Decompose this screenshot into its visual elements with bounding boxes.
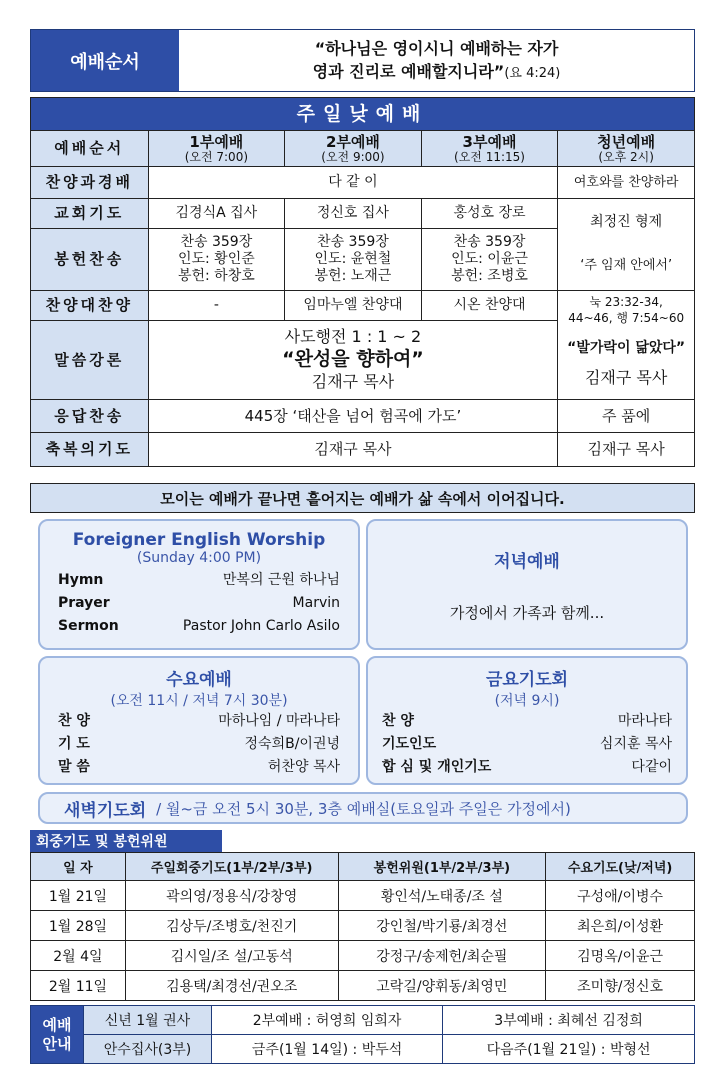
table-row: 2월 11일 김용택/최경선/권오조 고락길/양휘동/최영민 조미향/정신호 xyxy=(31,971,695,1001)
sermon-label: 말씀강론 xyxy=(31,321,149,400)
dawn-title: 새벽기도회 xyxy=(64,800,147,821)
prayer-label: 교회기도 xyxy=(31,199,149,229)
table-row: 1월 28일 김상두/조병호/천진기 강인철/박기룡/최경선 최은희/이성환 xyxy=(31,911,695,941)
offering-1: 찬송 359장 인도: 황인준 봉헌: 하창호 xyxy=(148,229,285,291)
service-2-header: 2부예배 (오전 9:00) xyxy=(285,131,422,167)
friday-prayer-box xyxy=(366,656,688,785)
response-label: 응답찬송 xyxy=(31,400,149,433)
service-1-header: 1부예배 (오전 7:00) xyxy=(148,131,285,167)
wednesday-row: 말 씀 허찬양 목사 xyxy=(58,759,340,775)
wednesday-row: 찬 양 마하나임 / 마라나타 xyxy=(58,713,340,729)
guide-row1-b: 3부예배 : 최혜선 김정희 xyxy=(443,1006,695,1035)
foreigner-row: Hymn 만복의 근원 하나님 xyxy=(58,572,340,588)
quote-reference: (요 4:24) xyxy=(504,65,561,81)
choir-3: 시온 찬양대 xyxy=(421,291,558,321)
response-main: 445장 ‘태산을 넘어 험곡에 가도’ xyxy=(148,400,558,433)
wednesday-row: 기 도 정숙희B/이권녕 xyxy=(58,736,340,752)
wednesday-time: (오전 11시 / 저녁 7시 30분) xyxy=(110,693,288,709)
benediction-main: 김재구 목사 xyxy=(148,433,558,467)
quote-line-1: “하나님은 영이시니 예배하는 자가 xyxy=(314,38,559,58)
foreigner-time: (Sunday 4:00 PM) xyxy=(136,550,262,566)
foreigner-row: Prayer Marvin xyxy=(58,595,340,611)
table-row: 1월 21일 곽의영/정용식/강창영 황인석/노태종/조 설 구성애/이병수 xyxy=(31,881,695,911)
guide-row2-b: 다음주(1월 21일) : 박형선 xyxy=(443,1035,695,1064)
table-header-row: 일 자 주일회중기도(1부/2부/3부) 봉헌위원(1부/2부/3부) 수요기도(낮/저녁) xyxy=(31,853,695,881)
table-row: 2월 4일 김시일/조 설/고동석 강정구/송제헌/최순필 김명옥/이윤근 xyxy=(31,941,695,971)
praise-label: 찬양과경배 xyxy=(31,167,149,199)
choir-2: 임마누엘 찬양대 xyxy=(285,291,422,321)
offering-3: 찬송 359장 인도: 이윤근 봉헌: 조병호 xyxy=(421,229,558,291)
worship-guide-table xyxy=(30,1005,695,1064)
offering-label: 봉헌찬송 xyxy=(31,229,149,291)
worship-banner: 모이는 예배가 끝나면 흩어지는 예배가 삶 속에서 이어집니다. xyxy=(30,483,695,513)
friday-row: 찬 양 마라나타 xyxy=(382,713,672,729)
choir-label: 찬양대찬양 xyxy=(31,291,149,321)
prayer-3: 홍성호 장로 xyxy=(421,199,558,229)
header-label: 예배순서 xyxy=(31,30,179,91)
friday-time: (저녁 9시) xyxy=(494,693,560,709)
worship-header xyxy=(30,29,695,92)
service-3-header: 3부예배 (오전 11:15) xyxy=(421,131,558,167)
evening-title: 저녁예배 xyxy=(494,552,560,572)
foreigner-title: Foreigner English Worship xyxy=(72,530,326,550)
order-header: 예배순서 xyxy=(31,131,149,167)
wednesday-title: 수요예배 xyxy=(166,670,232,690)
sunday-worship-table xyxy=(30,97,695,467)
prayer-table xyxy=(30,852,695,1001)
evening-text: 가정에서 가족과 함께... xyxy=(449,604,605,622)
header-quote xyxy=(179,30,694,91)
friday-title: 금요기도회 xyxy=(485,670,569,690)
benediction-youth: 김재구 목사 xyxy=(558,433,695,467)
guide-label: 예배 안내 xyxy=(31,1006,84,1064)
friday-row: 합 심 및 개인기도 다같이 xyxy=(382,759,672,775)
praise-main: 다 같 이 xyxy=(148,167,558,199)
sermon-main: 사도행전 1 : 1 ~ 2 “완성을 향하여” 김재구 목사 xyxy=(148,321,558,400)
guide-row1-sub: 신년 1월 권사 xyxy=(84,1006,212,1035)
offering-2: 찬송 359장 인도: 윤현철 봉헌: 노재근 xyxy=(285,229,422,291)
response-youth: 주 품에 xyxy=(558,400,695,433)
guide-row2-sub: 안수집사(3부) xyxy=(84,1035,212,1064)
foreigner-row: Sermon Pastor John Carlo Asilo xyxy=(58,618,340,634)
prayer-table-label: 회중기도 및 봉헌위원 xyxy=(30,830,222,852)
sunday-title: 주일낮예배 xyxy=(31,98,695,131)
guide-row2-a: 금주(1월 14일) : 박두석 xyxy=(212,1035,443,1064)
youth-sermon: 눅 23:32-34, 44~46, 행 7:54~60 “발가락이 닮았다” 김재구 목사 xyxy=(558,291,695,400)
prayer-2: 정신호 집사 xyxy=(285,199,422,229)
quote-line-2: 영과 진리로 예배할지니라”(요 4:24) xyxy=(312,61,561,81)
choir-1: - xyxy=(148,291,285,321)
youth-service-header: 청년예배 (오후 2시) xyxy=(558,131,695,167)
friday-row: 기도인도 심지훈 목사 xyxy=(382,736,672,752)
dawn-text: / 월~금 오전 5시 30분, 3층 예배실(토요일과 주일은 가정에서) xyxy=(156,799,571,818)
dawn-prayer-bar xyxy=(38,792,688,824)
prayer-1: 김경식A 집사 xyxy=(148,199,285,229)
youth-prayer-offering: 최정진 형제 ‘주 임재 안에서’ xyxy=(558,199,695,291)
guide-row1-a: 2부예배 : 허영희 임희자 xyxy=(212,1006,443,1035)
praise-youth: 여호와를 찬양하라 xyxy=(558,167,695,199)
wednesday-worship-box xyxy=(38,656,360,785)
evening-worship-box xyxy=(366,519,688,650)
benediction-label: 축복의기도 xyxy=(31,433,149,467)
foreigner-worship-box xyxy=(38,519,360,650)
